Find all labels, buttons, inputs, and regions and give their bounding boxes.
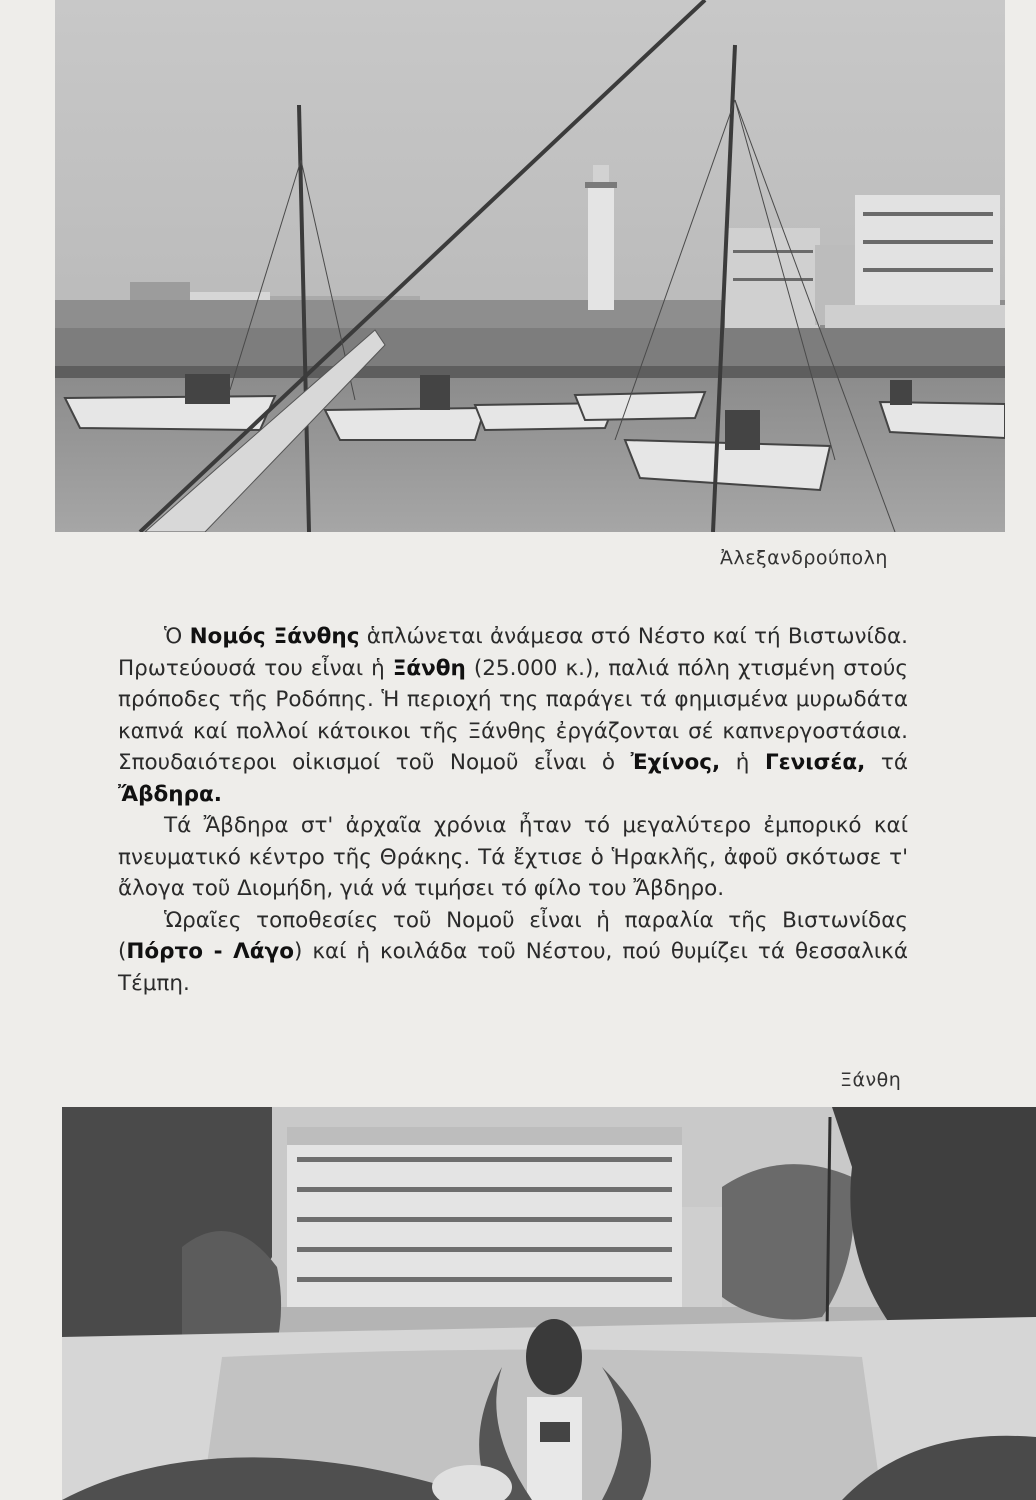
text-span: Ὁ	[164, 624, 190, 649]
photo-caption-top: Ἀλεξανδρούπολη	[720, 547, 888, 569]
building-photo	[62, 1107, 1036, 1500]
bold-term: Ἄβδηρα.	[118, 781, 222, 807]
bold-term: Ἐχίνος,	[630, 750, 721, 775]
paragraph-3	[118, 905, 908, 1000]
article-text	[118, 621, 908, 999]
text-span: Τά Ἄβδηρα στ' ἀρχαῖα χρόνια ἦταν τό μεγαλύτερο ἐμπορικό καί πνευματικό κέντρο τῆς Θράκης. Τά ἔχτισε ὁ Ἡρακλῆς, ἀφοῦ σκότωσε τ' ἄλογα τοῦ Διομήδη, γιά νά τιμήσει τό φίλο του Ἄβδηρο.	[118, 813, 908, 901]
harbour-photo	[55, 0, 1005, 532]
text-span: (25.000 κ.), παλιά πόλη χτισμένη στούς πρόποδες τῆς Ροδόπης. Ἡ περιοχή της παράγει τά φημισμένα μυρωδάτα καπνά καί πολλοί κάτοικοι τῆς Ξάνθης ἐργάζονται σέ καπνεργοστάσια. Σπουδαιότεροι οἰκισμοί τοῦ Νομοῦ εἶναι ὁ	[118, 655, 908, 775]
bold-term: Πόρτο - Λάγο	[126, 939, 294, 964]
text-span: ἡ	[720, 750, 765, 775]
bold-term: Ξάνθη	[392, 655, 466, 681]
photo-caption-bottom: Ξάνθη	[840, 1069, 902, 1091]
text-span: ἁπλώνεται ἀνάμεσα στό Νέστο καί τή Βιστωνίδα. Πρωτεύουσά του εἶναι ἡ	[118, 624, 908, 681]
text-span: ) καί ἡ κοιλάδα τοῦ Νέστου, πού θυμίζει τά θεσσαλικά Τέμπη.	[118, 939, 908, 996]
bold-term: Νομός Ξάνθης	[189, 624, 360, 649]
text-span: Ὡραῖες τοποθεσίες τοῦ Νομοῦ εἶναι ἡ παραλία τῆς Βιστωνίδας (	[118, 907, 908, 964]
paragraph-2	[118, 810, 908, 905]
bold-term: Γενισέα,	[764, 750, 866, 775]
text-span: τά	[865, 750, 908, 775]
paragraph-1	[118, 621, 908, 810]
